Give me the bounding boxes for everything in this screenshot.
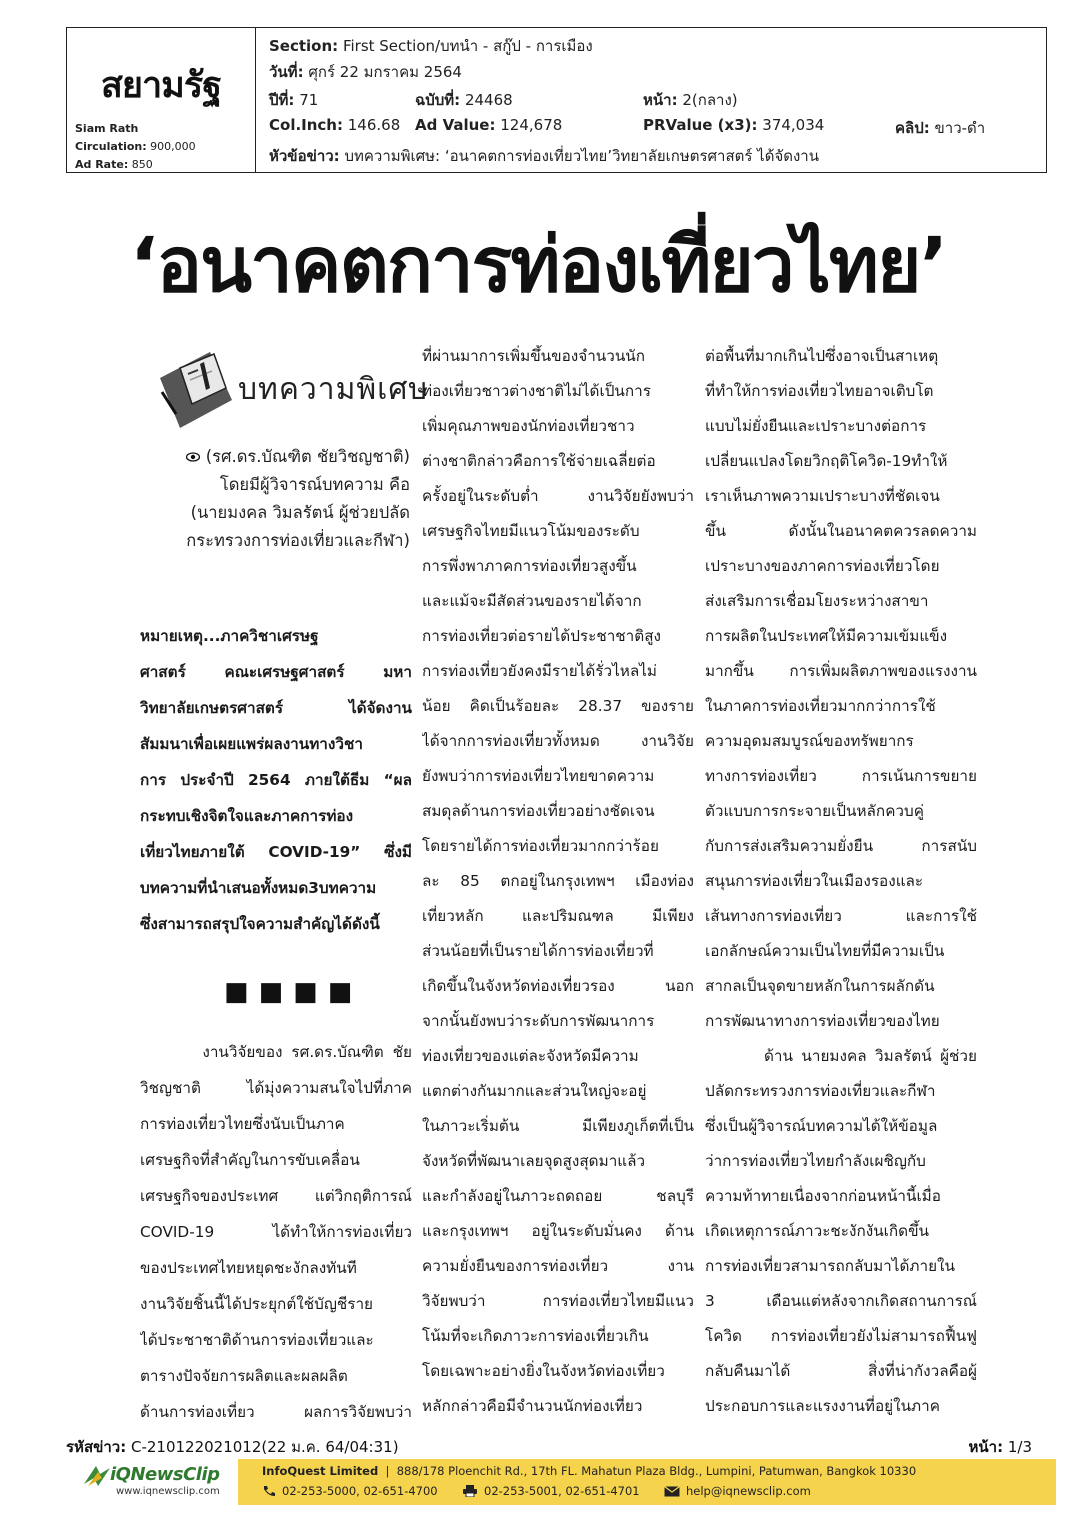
prvalue-value: 374,034 [762,116,825,134]
intro-line: บทความที่นำเสนอทั้งหมด3บทความ [140,879,377,897]
body-line: ในภาคการท่องเที่ยวมากกว่าการใช้ [705,697,936,715]
printer-icon [462,1485,478,1497]
body-line: ยังพบว่าการท่องเที่ยวไทยขาดความ [422,767,655,785]
email-item[interactable] [664,1484,811,1498]
body-line: ความยั่งยืนของการท่องเที่ยว งาน [422,1257,694,1275]
body-line: เกิดเหตุการณ์ภาวะชะงักงันเกิดขึ้น [705,1222,930,1240]
body-line: COVID-19 ได้ทำให้การท่องเที่ยว [140,1223,412,1241]
newsclip-logo-icon [82,1464,112,1488]
body-line: เกิดขึ้นในจังหวัดท่องเที่ยวรอง นอก [422,977,694,995]
body-line: ตารางปัจจัยการผลิตและผลผลิต [140,1367,348,1385]
body-line: ครั้งอยู่ในระดับต่ำ งานวิจัยยังพบว่า [422,487,694,505]
body-line: เปราะบางของภาคการท่องเที่ยวโดย [705,557,940,575]
body-line: ประกอบการและแรงงานที่อยู่ในภาค [705,1397,940,1415]
issue-value: 24468 [464,91,513,109]
news-code-value: C-210122021012(22 ม.ค. 64/04:31) [130,1438,399,1456]
email-address[interactable]: help@iqnewsclip.com [686,1484,811,1498]
body-line: ด้านการท่องเที่ยว ผลการวิจัยพบว่า [140,1403,412,1421]
section-row: Section: First Section/บทนำ - สกู๊ป - การเมือง [269,37,593,55]
body-line: ในภาวะเริ่มต้น มีเพียงภูเก็ตที่เป็น [422,1117,694,1135]
article-headline: ‘อนาคตการท่องเที่ยวไทย’ [129,220,947,309]
body-line: เส้นทางการท่องเที่ยว และการใช้ [705,907,977,925]
body-line: งานวิจัยชิ้นนี้ได้ประยุกต์ใช้บัญชีราย [140,1295,374,1313]
fax-item [462,1484,640,1498]
metadata-box [66,27,1047,173]
intro-line: สัมมนาเพื่อเผยแพร่ผลงานทางวิชา [140,735,363,753]
eye-icon [186,452,200,462]
intro-line: ซึ่งสามารถสรุปใจความสำคัญได้ดังนี้ [140,915,380,933]
phone-item [262,1484,438,1498]
company-address: InfoQuest Limited | 888/178 Ploenchit Rd., 17th FL. Mahatun Plaza Bldg., Lumpini, Patumwan, Bangkok 10330 [262,1464,917,1478]
body-line: ต่างชาติกล่าวคือการใช้จ่ายเฉลี่ยต่อ [422,452,656,470]
iqnewsclip-logo[interactable] [80,1462,230,1502]
brand-name: iQNewsClip [110,1464,220,1485]
brand-url[interactable]: www.iqnewsclip.com [116,1486,220,1497]
intro-line: หมายเหตุ...ภาควิชาเศรษฐ [140,627,319,645]
body-line: งานวิจัยของ รศ.ดร.บัณฑิต ชัย [202,1043,412,1061]
byline [160,443,410,555]
body-line: เอกลักษณ์ความเป็นไทยที่มีความเป็น [705,942,945,960]
body-line: การท่องเที่ยวไทยซึ่งนับเป็นภาค [140,1115,345,1133]
body-line: ว่าการท่องเที่ยวไทยกำลังเผชิญกับ [705,1152,926,1170]
address: 888/178 Ploenchit Rd., 17th FL. Mahatun Plaza Bldg., Lumpini, Patumwan, Bangkok 10330 [396,1464,917,1478]
body-line: จากนั้นยังพบว่าระดับการพัฒนาการ [422,1012,655,1030]
body-line: มากขึ้น การเพิ่มผลิตภาพของแรงงาน [705,662,977,680]
topic-value: บทความพิเศษ: ‘อนาคตการท่องเที่ยวไทย’วิทยาลัยเกษตรศาสตร์ ได้จัดงาน [344,147,819,165]
notepad-pen-icon [140,348,236,432]
body-line: การท่องเที่ยวสามารถกลับมาได้ภายใน [705,1257,955,1275]
body-line: กับการส่งเสริมความยั่งยืน การสนับ [705,837,977,855]
body-line: เศรษฐกิจไทยมีแนวโน้มของระดับ [422,522,640,540]
intro-line: กระทบเชิงจิตใจและภาคการท่อง [140,807,354,825]
company-name: InfoQuest Limited [262,1464,379,1478]
body-line: เปลี่ยนแปลงโดยวิกฤติโควิด-19ทำให้ [705,452,948,470]
section-separator: ■■■■ [224,977,363,1007]
colinch-value: 146.68 [347,116,401,134]
year-value: 71 [299,91,319,109]
fax-numbers: 02-253-5001, 02-651-4701 [484,1484,640,1498]
intro-line: การ ประจำปี 2564 ภายใต้ธีม “ผล [140,771,412,789]
intro-line: เที่ยวไทยภายใต้ COVID-19” ซึ่งมี [140,843,412,861]
body-line: ได้จากการท่องเที่ยวทั้งหมด งานวิจัย [422,732,694,750]
body-line: วิชญชาติ ได้มุ่งความสนใจไปที่ภาค [140,1079,412,1097]
body-line: ต่อพื้นที่มากเกินไปซึ่งอาจเป็นสาเหตุ [705,347,939,365]
byline-line: กระทรวงการท่องเที่ยวและกีฬา) [186,531,410,550]
body-line: ที่ผ่านมาการเพิ่มขึ้นของจำนวนนัก [422,347,646,365]
body-line: น้อย คิดเป็นร้อยละ 28.37 ของราย [422,697,694,715]
body-line: และกำลังอยู่ในภาวะถดถอย ชลบุรี [422,1187,694,1205]
body-line: ท่องเที่ยวของแต่ละจังหวัดมีความ [422,1047,639,1065]
body-line: ซึ่งเป็นผู้วิจารณ์บทความได้ให้ข้อมูล [705,1117,938,1135]
page-number-value: 1/3 [1007,1438,1032,1456]
clip-value: ขาว-ดำ [934,119,986,137]
body-line: แตกต่างกันมากและส่วนใหญ่จะอยู่ [422,1082,647,1100]
body-line: วิจัยพบว่า การท่องเที่ยวไทยมีแนว [422,1292,694,1310]
body-line: เราเห็นภาพความเปราะบางที่ชัดเจน [705,487,940,505]
body-line: เพิ่มคุณภาพของนักท่องเที่ยวชาว [422,417,635,435]
body-line: เศรษฐกิจที่สำคัญในการขับเคลื่อน [140,1151,360,1169]
body-line: โควิด การท่องเที่ยวยังไม่สามารถฟื้นฟู [705,1327,977,1345]
body-line: การท่องเที่ยวยังคงมีรายได้รั่วไหลไม่ [422,662,658,680]
body-line: เที่ยวหลัก และปริมณฑล มีเพียง [422,907,694,925]
intro-line: วิทยาลัยเกษตรศาสตร์ ได้จัดงาน [140,699,412,717]
contact-bar [238,1459,1056,1505]
ad-rate-value: 850 [131,158,153,171]
publication-logo: สยามรัฐ [100,65,222,106]
special-article-badge: บทความพิเศษ [238,372,430,407]
byline-line: (นายมงคล วิมลรัตน์ ผู้ช่วยปลัด [190,503,410,522]
body-line: โน้มที่จะเกิดภาวะการท่องเที่ยวเกิน [422,1327,649,1345]
advalue-value: 124,678 [500,116,563,134]
page-number: หน้า: 1/3 [968,1438,1032,1456]
publication-info: Siam Rath Circulation: 900,000 Ad Rate: 850 [75,122,196,171]
body-line: การผลิตในประเทศให้มีความเข้มแข็ง [705,627,948,645]
body-line: ที่ทำให้การท่องเที่ยวไทยอาจเติบโต [705,382,934,400]
body-line: สากลเป็นจุดขายหลักในการผลักดัน [705,977,935,995]
section-value: First Section/บทนำ - สกู๊ป - การเมือง [342,37,593,55]
body-line: แบบไม่ยั่งยืนและเปราะบางต่อการ [705,417,927,435]
body-line: ด้าน นายมงคล วิมลรัตน์ ผู้ช่วย [764,1047,977,1065]
value-row: Col.Inch: 146.68 Ad Value: 124,678 PRValue (x3): 374,034 คลิป: ขาว-ดำ [269,116,986,137]
body-line: ตัวแบบการกระจายเป็นหลักควบคู่ [705,802,924,820]
topic-row: หัวข้อข่าว: บทความพิเศษ: ‘อนาคตการท่องเที่ยวไทย’วิทยาลัยเกษตรศาสตร์ ได้จัดงาน [269,147,819,165]
body-line: การพัฒนาทางการท่องเที่ยวของไทย [705,1012,940,1030]
body-line: ส่วนน้อยที่เป็นรายได้การท่องเที่ยวที่ [422,942,654,960]
body-line: กลับคืนมาได้ สิ่งที่น่ากังวลคือผู้ [705,1362,977,1380]
date-row: วันที่: ศุกร์ 22 มกราคม 2564 [269,63,462,81]
body-line: ได้ประชาชาติด้านการท่องเที่ยวและ [140,1331,374,1349]
body-line: 3 เดือนแต่หลังจากเกิดสถานการณ์ [705,1292,977,1310]
body-line: สมดุลด้านการท่องเที่ยวอย่างชัดเจน [422,802,655,820]
body-line: โดยเฉพาะอย่างยิ่งในจังหวัดท่องเที่ยว [422,1362,665,1380]
body-line: ของประเทศไทยหยุดชะงักลงทันที [140,1259,357,1277]
body-line: ส่งเสริมการเชื่อมโยงระหว่างสาขา [705,592,929,610]
phone-numbers: 02-253-5000, 02-651-4700 [282,1484,438,1498]
body-line: การท่องเที่ยวต่อรายได้ประชาชาติสูง [422,627,662,645]
body-line: โดยรายได้การท่องเที่ยวมากกว่าร้อย [422,837,659,855]
circulation-value: 900,000 [150,140,196,153]
body-line: และกรุงเทพฯ อยู่ในระดับมั่นคง ด้าน [422,1222,694,1240]
metadata-details [269,28,1046,172]
byline-author: (รศ.ดร.บัณฑิต ชัยวิชญชาติ) [160,443,410,471]
body-line: การพึ่งพาภาคการท่องเที่ยวสูงขึ้น [422,557,637,575]
envelope-icon [664,1486,680,1497]
date-value: ศุกร์ 22 มกราคม 2564 [308,63,462,81]
byline-line: โดยมีผู้วิจารณ์บทความ คือ [219,475,410,494]
body-line: และแม้จะมีสัดส่วนของรายได้จาก [422,592,642,610]
body-line: ความท้าทายเนื่องจากก่อนหน้านี้เมื่อ [705,1187,941,1205]
body-line: ความอุดมสมบูรณ์ของทรัพยากร [705,732,914,750]
issue-row: ปีที่: 71 ฉบับที่: 24468 หน้า: 2(กลาง) [269,91,738,109]
body-line: เศรษฐกิจของประเทศ แต่วิกฤติการณ์ [140,1187,412,1205]
body-line: จังหวัดที่พัฒนาเลยจุดสูงสุดมาแล้ว [422,1152,646,1170]
phone-icon [262,1485,276,1497]
intro-line: ศาสตร์ คณะเศรษฐศาสตร์ มหา [140,663,412,681]
body-line: สนุนการท่องเที่ยวในเมืองรองและ [705,872,924,890]
body-line: ท่องเที่ยวชาวต่างชาติไม่ได้เป็นการ [422,382,651,400]
body-line: ละ 85 ตกอยู่ในกรุงเทพฯ เมืองท่อง [422,872,694,890]
news-code: รหัสข่าว: C-210122021012(22 ม.ค. 64/04:31) [66,1438,399,1456]
body-line: ปลัดกระทรวงการท่องเที่ยวและกีฬา [705,1082,936,1100]
body-line: ทางการท่องเที่ยว การเน้นการขยาย [705,767,977,785]
page-value: 2(กลาง) [682,91,738,109]
publication-cell [67,28,256,172]
body-line: ขึ้น ดังนั้นในอนาคตควรลดความ [705,522,977,540]
publication-name: Siam Rath [75,122,139,135]
body-line: หลักกล่าวคือมีจำนวนนักท่องเที่ยว [422,1397,643,1415]
